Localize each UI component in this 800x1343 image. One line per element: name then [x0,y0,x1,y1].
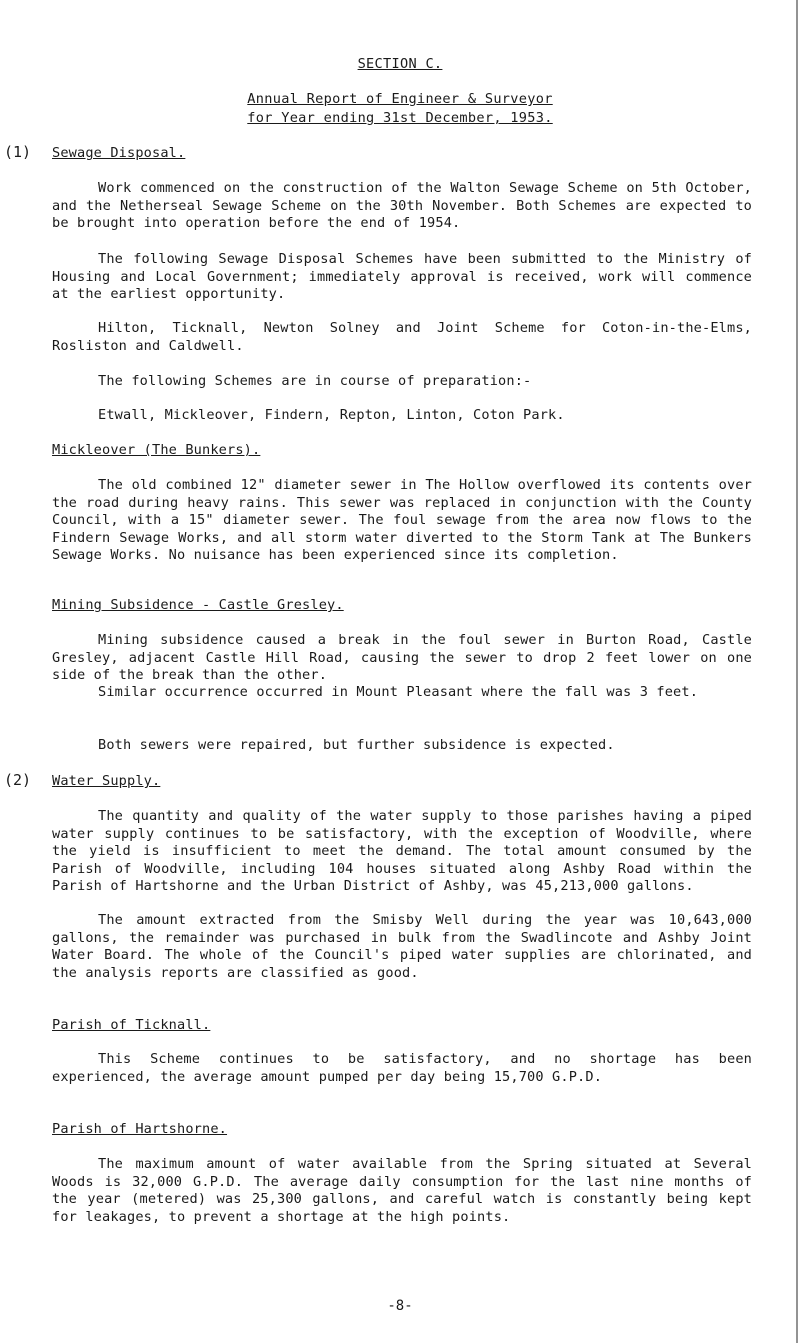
sewage-paragraph-3: Hilton, Ticknall, Newton Solney and Joint Scheme for Coton-in-the-Elms, Rosliston and Caldwell. [52,320,752,354]
mining-paragraph-1: Mining subsidence caused a break in the foul sewer in Burton Road, Castle Gresley, adjacent Castle Hill Road, causing the sewer to drop 2 feet lower on one side of the break than the other. [52,632,752,683]
mining-paragraph-2: Similar occurrence occurred in Mount Pleasant where the fall was 3 feet. [98,684,699,700]
hartshorne-heading: Parish of Hartshorne. [52,1121,228,1137]
mickleover-heading: Mickleover (The Bunkers). [52,442,261,458]
sewage-schemes-list: Etwall, Mickleover, Findern, Repton, Linton, Coton Park. [98,407,565,423]
report-title-line2: for Year ending 31st December, 1953. [247,110,553,126]
hartshorne-paragraph: The maximum amount of water available from the Spring situated at Several Woods is 32,000 G.P.D. The average daily consumption for the last nine months of the year (metered) was 25,300 gallons, and careful watch is constantly being kept for leakages, to prevent a shortage at the high points. [52,1156,752,1225]
sewage-paragraph-2: The following Sewage Disposal Schemes have been submitted to the Ministry of Housing and Local Government; immediately approval is received, work will commence at the earliest opportunity. [52,251,752,302]
sewage-disposal-heading: Sewage Disposal. [52,145,186,161]
ticknall-paragraph: This Scheme continues to be satisfactory, and no shortage has been experienced, the average amount pumped per day being 15,700 G.P.D. [52,1051,752,1085]
mickleover-paragraph: The old combined 12" diameter sewer in The Hollow overflowed its contents over the road during heavy rains. This sewer was replaced in conjunction with the County Council, with a 15" diameter sewer. The foul sewage from the area now flows to the Findern Sewage Works, and all storm water diverted to the Storm Tank at The Bunkers Sewage Works. No nuisance has been experienced since its completion. [52,477,752,563]
water-paragraph-2: The amount extracted from the Smisby Well during the year was 10,643,000 gallons, the remainder was purchased in bulk from the Swadlincote and Ashby Joint Water Board. The whole of the Council's piped water supplies are chlorinated, and the analysis reports are classified as good. [52,912,752,981]
section-heading: SECTION C. [357,56,443,72]
water-paragraph-1: The quantity and quality of the water supply to those parishes having a piped water supply continues to be satisfactory, with the exception of Woodville, where the yield is insufficient to meet the demand. The total amount consumed by the Parish of Woodville, including 104 houses situated along Ashby Road within the Parish of Hartshorne and the Urban District of Ashby, was 45,213,000 gallons. [52,808,752,894]
water-supply-heading: Water Supply. [52,773,161,789]
section-number-2: (2) [4,771,32,789]
sewage-paragraph-4: The following Schemes are in course of preparation:- [98,373,532,389]
mining-subsidence-heading: Mining Subsidence - Castle Gresley. [52,597,344,613]
report-title-line1: Annual Report of Engineer & Surveyor [247,91,553,107]
section-number-1: (1) [4,143,32,161]
mining-paragraph-3: Both sewers were repaired, but further subsidence is expected. [98,737,615,753]
ticknall-heading: Parish of Ticknall. [52,1017,211,1033]
page-number: -8- [387,1298,413,1314]
sewage-paragraph-1: Work commenced on the construction of the Walton Sewage Scheme on 5th October, and the Netherseal Sewage Scheme on the 30th November. Both Schemes are expected to be brought into operation before the end of 1954. [52,180,752,231]
page-edge-shadow [796,0,798,1343]
